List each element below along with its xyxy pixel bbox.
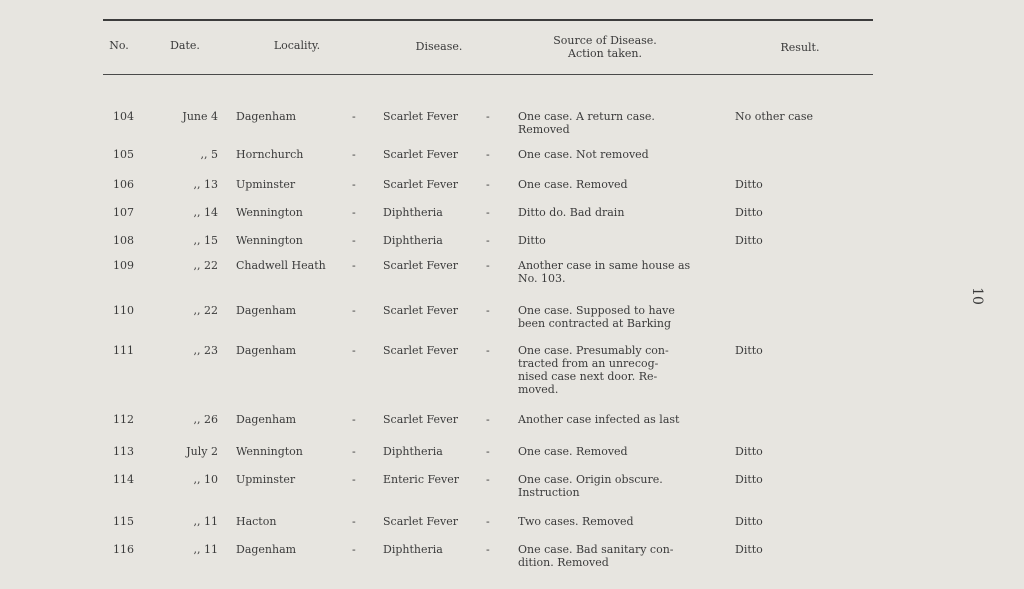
row-number: 113 xyxy=(113,445,134,458)
row-date: ,, 11 xyxy=(193,543,218,556)
row-date: ,, 22 xyxy=(193,304,218,317)
row-dash: - xyxy=(486,259,490,272)
row-date: July 2 xyxy=(186,445,218,458)
row-dash: - xyxy=(352,110,356,123)
row-locality: Wennington xyxy=(236,445,303,458)
row-dash: - xyxy=(352,515,356,528)
row-number: 110 xyxy=(113,304,134,317)
row-source: Ditto do. Bad drain xyxy=(518,206,625,219)
row-number: 116 xyxy=(113,543,134,556)
row-date: ,, 14 xyxy=(193,206,218,219)
row-number: 115 xyxy=(113,515,134,528)
header-date: Date. xyxy=(170,39,200,52)
row-dash: - xyxy=(352,148,356,161)
row-locality: Chadwell Heath xyxy=(236,259,326,272)
row-source: Another case infected as last xyxy=(518,413,680,426)
row-locality: Upminster xyxy=(236,473,296,486)
row-disease: Enteric Fever xyxy=(383,473,460,486)
page-number: 10 xyxy=(968,287,985,305)
header-locality: Locality. xyxy=(273,39,321,52)
row-number: 114 xyxy=(113,473,134,486)
row-locality: Hornchurch xyxy=(236,148,304,161)
row-locality: Dagenham xyxy=(236,110,297,123)
row-disease: Scarlet Fever xyxy=(383,110,458,123)
row-dash: - xyxy=(352,413,356,426)
row-date: ,, 11 xyxy=(193,515,218,528)
row-dash: - xyxy=(352,344,356,357)
row-result: Ditto xyxy=(735,234,763,247)
row-disease: Diphtheria xyxy=(383,234,443,247)
row-source: Two cases. Removed xyxy=(518,515,634,528)
row-disease: Scarlet Fever xyxy=(383,178,458,191)
row-dash: - xyxy=(352,445,356,458)
row-disease: Diphtheria xyxy=(383,543,443,556)
row-source: One case. Not removed xyxy=(518,148,649,161)
header-source: Source of Disease. Action taken. xyxy=(553,34,657,60)
row-date: June 4 xyxy=(182,110,218,123)
row-dash: - xyxy=(486,473,490,486)
row-result: Ditto xyxy=(735,473,763,486)
row-source: One case. Removed xyxy=(518,445,628,458)
row-source: One case. Origin obscure. Instruction xyxy=(518,473,663,499)
row-result: Ditto xyxy=(735,206,763,219)
row-date: ,, 10 xyxy=(193,473,218,486)
row-date: ,, 15 xyxy=(193,234,218,247)
row-result: No other case xyxy=(735,110,814,123)
row-result: Ditto xyxy=(735,515,763,528)
row-dash: - xyxy=(486,178,490,191)
row-locality: Hacton xyxy=(236,515,277,528)
row-disease: Scarlet Fever xyxy=(383,304,458,317)
row-disease: Scarlet Fever xyxy=(383,259,458,272)
row-dash: - xyxy=(486,543,490,556)
row-source: Ditto xyxy=(518,234,546,247)
row-dash: - xyxy=(352,234,356,247)
row-number: 107 xyxy=(113,206,134,219)
header-rule xyxy=(103,74,873,75)
row-result: Ditto xyxy=(735,178,763,191)
top-rule xyxy=(103,19,873,21)
row-number: 111 xyxy=(113,344,134,357)
row-disease: Scarlet Fever xyxy=(383,344,458,357)
row-date: ,, 23 xyxy=(193,344,218,357)
row-date: ,, 5 xyxy=(200,148,218,161)
row-source: One case. A return case. Removed xyxy=(518,110,655,136)
row-disease: Diphtheria xyxy=(383,206,443,219)
row-dash: - xyxy=(352,473,356,486)
row-locality: Dagenham xyxy=(236,413,297,426)
row-result: Ditto xyxy=(735,543,763,556)
row-dash: - xyxy=(486,445,490,458)
row-dash: - xyxy=(352,178,356,191)
row-source: One case. Removed xyxy=(518,178,628,191)
row-locality: Dagenham xyxy=(236,543,297,556)
row-date: ,, 26 xyxy=(193,413,218,426)
row-number: 106 xyxy=(113,178,134,191)
row-number: 104 xyxy=(113,110,134,123)
row-disease: Diphtheria xyxy=(383,445,443,458)
row-result: Ditto xyxy=(735,344,763,357)
header-result: Result. xyxy=(780,41,820,54)
row-date: ,, 22 xyxy=(193,259,218,272)
row-number: 105 xyxy=(113,148,134,161)
row-dash: - xyxy=(486,304,490,317)
row-dash: - xyxy=(352,304,356,317)
row-source: Another case in same house as No. 103. xyxy=(518,259,691,285)
row-dash: - xyxy=(352,206,356,219)
row-dash: - xyxy=(486,206,490,219)
row-number: 109 xyxy=(113,259,134,272)
row-source: One case. Bad sanitary con- dition. Removed xyxy=(518,543,674,569)
row-locality: Wennington xyxy=(236,234,303,247)
row-dash: - xyxy=(352,259,356,272)
row-dash: - xyxy=(486,148,490,161)
row-locality: Dagenham xyxy=(236,344,297,357)
row-dash: - xyxy=(486,234,490,247)
row-locality: Dagenham xyxy=(236,304,297,317)
row-number: 112 xyxy=(113,413,134,426)
header-no: No. xyxy=(109,39,129,52)
row-date: ,, 13 xyxy=(193,178,218,191)
row-number: 108 xyxy=(113,234,134,247)
row-dash: - xyxy=(486,110,490,123)
row-dash: - xyxy=(486,344,490,357)
row-result: Ditto xyxy=(735,445,763,458)
row-dash: - xyxy=(486,413,490,426)
row-disease: Scarlet Fever xyxy=(383,413,458,426)
row-source: One case. Supposed to have been contracted at Barking xyxy=(518,304,675,330)
row-locality: Wennington xyxy=(236,206,303,219)
row-dash: - xyxy=(486,515,490,528)
row-disease: Scarlet Fever xyxy=(383,515,458,528)
row-locality: Upminster xyxy=(236,178,296,191)
row-dash: - xyxy=(352,543,356,556)
row-source: One case. Presumably con- tracted from an unrecog- nised case next door. Re- moved. xyxy=(518,344,669,396)
row-disease: Scarlet Fever xyxy=(383,148,458,161)
header-disease: Disease. xyxy=(415,40,463,53)
